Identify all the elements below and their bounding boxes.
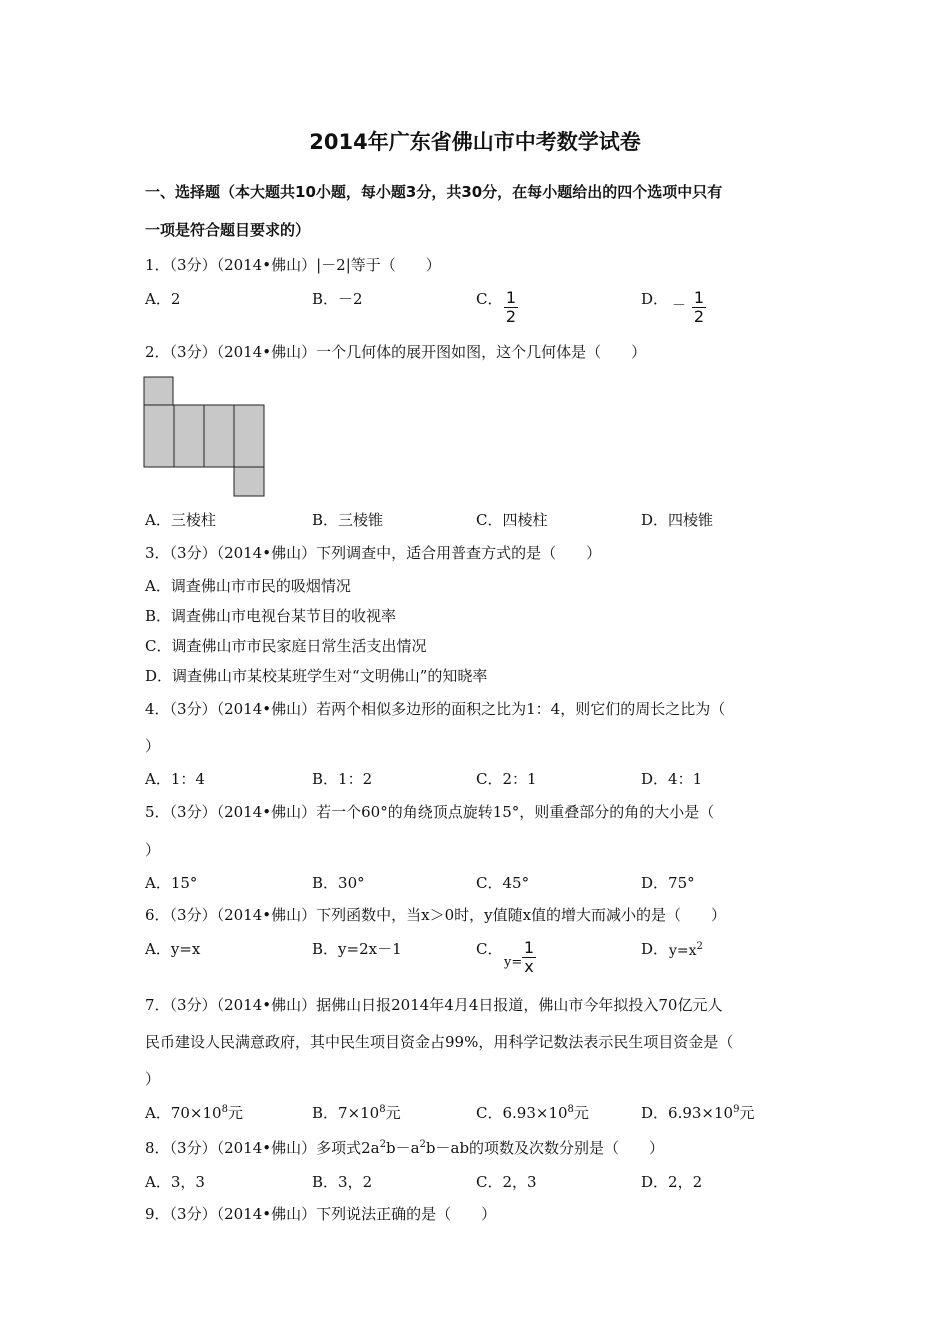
q8-option-d: D．2，2 [641, 1173, 703, 1191]
q5-stem-continued: ） [145, 841, 161, 859]
q3-option-a: A．调查佛山市市民的吸烟情况 [145, 577, 351, 595]
q7-c-exponent: 8 [567, 1104, 574, 1115]
q8-exponent1: 2 [379, 1139, 386, 1150]
q8-stem-part2: b－a [385, 1139, 420, 1157]
q1-option-d-fraction [692, 290, 706, 325]
q6-d-base: y=x [669, 943, 697, 959]
q7-option-c [476, 1103, 589, 1123]
q7-option-d [641, 1103, 754, 1123]
q1-option-b: B．－2 [312, 290, 363, 308]
q6-option-d-label: D． [641, 940, 669, 958]
q7-b-base: B．7×10 [312, 1104, 380, 1122]
page-title: 2014年广东省佛山市中考数学试卷 [309, 130, 641, 154]
q4-option-b: B．1：2 [312, 770, 373, 788]
q8-option-c: C．2，3 [476, 1173, 537, 1191]
q8-option-b: B．3，2 [312, 1173, 373, 1191]
q1-option-c-fraction [504, 290, 518, 325]
q8-stem-part1: 8．（3分）（2014•佛山）多项式2a [145, 1139, 380, 1157]
q4-stem: 4．（3分）（2014•佛山）若两个相似多边形的面积之比为1：4，则它们的周长之比为（ [145, 700, 726, 718]
q6-c-denominator: x [524, 957, 534, 976]
q7-stem-line1: 7．（3分）（2014•佛山）据佛山日报2014年4月4日报道，佛山市今年拟投入70亿元人 [145, 996, 723, 1014]
q6-c-numerator: 1 [523, 938, 535, 957]
q2-option-c: C．四棱柱 [476, 511, 548, 529]
net-top-square [144, 377, 173, 405]
q4-option-c: C．2：1 [476, 770, 537, 788]
q6-option-c-fraction [522, 940, 536, 975]
q6-option-b: B．y=2x－1 [312, 940, 402, 958]
q7-a-exponent: 8 [221, 1104, 228, 1115]
q1-d-sign: － [672, 298, 686, 314]
q4-option-a: A．1：4 [145, 770, 205, 788]
q6-option-a: A．y=x [145, 940, 201, 958]
q8-stem [145, 1138, 664, 1158]
q6-d-exponent: 2 [696, 941, 703, 952]
q5-option-d: D．75° [641, 874, 695, 892]
q1-option-d-label: D． [641, 290, 669, 308]
q6-option-c-label: C． [476, 940, 503, 958]
q6-c-prefix: y= [504, 955, 523, 970]
q7-d-unit: 元 [739, 1104, 755, 1122]
q7-stem-line3: ） [145, 1070, 161, 1088]
section-heading-line2: 一项是符合题目要求的） [145, 221, 311, 239]
q3-option-d: D．调查佛山市某校某班学生对“文明佛山”的知晓率 [145, 667, 488, 685]
q7-c-unit: 元 [573, 1104, 589, 1122]
q9-stem: 9．（3分）（2014•佛山）下列说法正确的是（ ） [145, 1205, 497, 1223]
q1-d-denominator: 2 [693, 307, 705, 326]
q8-exponent2: 2 [419, 1139, 426, 1150]
net-face-1 [144, 405, 174, 467]
q7-d-base: D．6.93×10 [641, 1104, 734, 1122]
q1-c-denominator: 2 [505, 307, 517, 326]
q2-option-b: B．三棱锥 [312, 511, 384, 529]
q5-option-a: A．15° [145, 874, 198, 892]
q8-option-a: A．3，3 [145, 1173, 205, 1191]
q7-b-exponent: 8 [379, 1104, 386, 1115]
q6-option-d [669, 941, 703, 961]
q4-option-d: D．4：1 [641, 770, 703, 788]
q3-option-c: C．调查佛山市市民家庭日常生活支出情况 [145, 637, 427, 655]
q3-stem: 3．（3分）（2014•佛山）下列调查中，适合用普查方式的是（ ） [145, 544, 602, 562]
q5-option-b: B．30° [312, 874, 365, 892]
net-bottom-square [234, 467, 264, 496]
q4-stem-continued: ） [145, 737, 161, 755]
net-face-2 [174, 405, 204, 467]
q1-option-c-label: C． [476, 290, 503, 308]
q1-stem: 1．（3分）（2014•佛山）|－2|等于（ ） [145, 256, 441, 274]
net-face-4 [234, 405, 264, 467]
q1-c-numerator: 1 [505, 288, 517, 307]
q2-option-a: A．三棱柱 [145, 511, 216, 529]
q5-option-c: C．45° [476, 874, 530, 892]
q5-stem: 5．（3分）（2014•佛山）若一个60°的角绕顶点旋转15°，则重叠部分的角的大小是（ [145, 803, 715, 821]
section-heading-line1: 一、选择题（本大题共10小题，每小题3分，共30分，在每小题给出的四个选项中只有 [145, 183, 723, 201]
q2-stem: 2．（3分）（2014•佛山）一个几何体的展开图如图，这个几何体是（ ） [145, 343, 647, 361]
q7-c-base: C．6.93×10 [476, 1104, 568, 1122]
geometry-net-figure [143, 376, 267, 498]
q7-option-b [312, 1103, 401, 1123]
q1-option-a: A．2 [145, 290, 181, 308]
q8-stem-part3: b－ab的项数及次数分别是（ ） [425, 1139, 665, 1157]
q2-option-d: D．四棱锥 [641, 511, 714, 529]
q7-a-unit: 元 [227, 1104, 243, 1122]
net-face-3 [204, 405, 234, 467]
q3-option-b: B．调查佛山市电视台某节目的收视率 [145, 607, 397, 625]
q7-a-base: A．70×10 [145, 1104, 222, 1122]
q1-d-numerator: 1 [693, 288, 705, 307]
q7-option-a [145, 1103, 243, 1123]
q7-b-unit: 元 [385, 1104, 401, 1122]
q7-stem-line2: 民币建设人民满意政府，其中民生项目资金占99%，用科学记数法表示民生项目资金是（ [145, 1033, 734, 1051]
q6-stem: 6．（3分）（2014•佛山）下列函数中，当x＞0时，y值随x值的增大而减小的是（ ） [145, 906, 727, 924]
q7-d-exponent: 9 [733, 1104, 740, 1115]
